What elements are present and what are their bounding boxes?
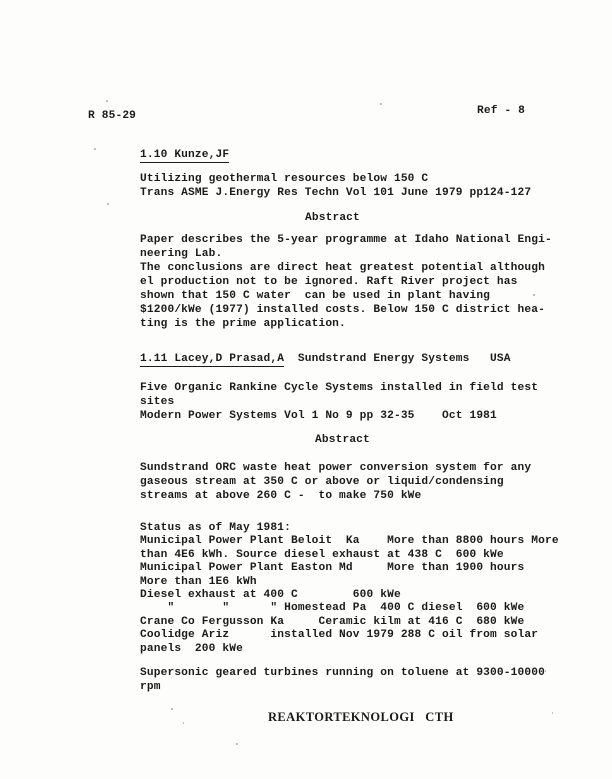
text-line: Supersonic geared turbines running on toluene at 9300-10000 — [140, 667, 545, 679]
status-line: " " " Homestead Pa 400 C diesel 600 kWe — [140, 602, 525, 615]
entry-1-heading — [140, 148, 229, 162]
entry-1-journal-line: Trans ASME J.Energy Res Techn Vol 101 June 1979 pp124-127 — [140, 187, 532, 199]
scan-speckle — [107, 203, 109, 205]
status-line: Coolidge Ariz installed Nov 1979 288 C oil from solar — [140, 629, 539, 642]
entry-2-heading — [140, 352, 511, 366]
entry-1-citation — [140, 172, 531, 200]
entry-2-closing-text — [140, 666, 545, 694]
status-line: than 4E6 kWh. Source diesel exhaust at 438 C 600 kWe — [140, 548, 504, 561]
status-line: Municipal Power Plant Easton Md More than 1900 hours — [140, 562, 525, 575]
text-line: Sundstrand ORC waste heat power conversion system for any — [140, 462, 532, 474]
scan-speckle — [183, 722, 184, 724]
text-line: The conclusions are direct heat greatest potential although — [140, 262, 545, 274]
entry-1-title-line: Utilizing geothermal resources below 150 C — [140, 173, 429, 185]
entry-2-organization: Sundstrand Energy Systems USA — [284, 353, 511, 365]
entry-1-abstract-label: Abstract — [305, 212, 360, 224]
entry-1-abstract-text — [140, 233, 552, 331]
status-line: panels 200 kWe — [140, 642, 243, 655]
entry-2-status-list — [140, 522, 559, 656]
text-line: ting is the prime application. — [140, 318, 346, 330]
text-line: neering Lab. — [140, 248, 223, 260]
entry-2-journal-line: Modern Power Systems Vol 1 No 9 pp 32-35 Oct 1981 — [140, 410, 497, 422]
scan-speckle — [94, 148, 96, 150]
text-line: Paper describes the 5-year programme at Idaho National Engi- — [140, 234, 552, 246]
entry-2-citation — [140, 381, 538, 423]
entry-2-title-line: sites — [140, 396, 175, 408]
entry-1-number-author: 1.10 Kunze,JF — [140, 149, 230, 161]
scan-speckle — [533, 294, 535, 296]
text-line: gaseous stream at 350 C or above or liquid/condensing — [140, 476, 504, 488]
scan-speckle — [380, 103, 382, 105]
scan-speckle — [545, 670, 546, 672]
entry-2-abstract-text — [140, 461, 531, 503]
status-line: Status as of May 1981: — [140, 522, 291, 534]
text-line: $1200/kWe (1977) installed costs. Below 150 C district hea- — [140, 304, 545, 316]
text-line: streams at above 260 C - to make 750 kWe — [140, 490, 422, 502]
footer-department-label: REAKTORTEKNOLOGI CTH — [268, 710, 454, 724]
scan-speckle — [552, 712, 553, 714]
page-reference: Ref - 8 — [477, 105, 526, 117]
text-line: el production not to be ignored. Raft River project has — [140, 276, 518, 288]
status-line: More than 1E6 kWh — [140, 575, 257, 588]
text-line: rpm — [140, 681, 161, 693]
entry-2-title-line: Five Organic Rankine Cycle Systems installed in field test — [140, 382, 539, 394]
scan-speckle — [106, 100, 108, 102]
entry-2-number-author: 1.11 Lacey,D Prasad,A — [140, 353, 285, 365]
status-line: Crane Co Fergusson Ka Ceramic kilm at 416 C 680 kWe — [140, 615, 525, 628]
report-number: R 85-29 — [88, 110, 137, 122]
status-line: Diesel exhaust at 400 C 600 kWe — [140, 589, 401, 602]
status-line: Municipal Power Plant Beloit Ka More than 8800 hours More — [140, 535, 559, 548]
scan-speckle — [171, 708, 173, 710]
text-line: shown that 150 C water can be used in plant having — [140, 290, 491, 302]
entry-2-abstract-label: Abstract — [315, 434, 370, 446]
scan-speckle — [236, 743, 238, 745]
